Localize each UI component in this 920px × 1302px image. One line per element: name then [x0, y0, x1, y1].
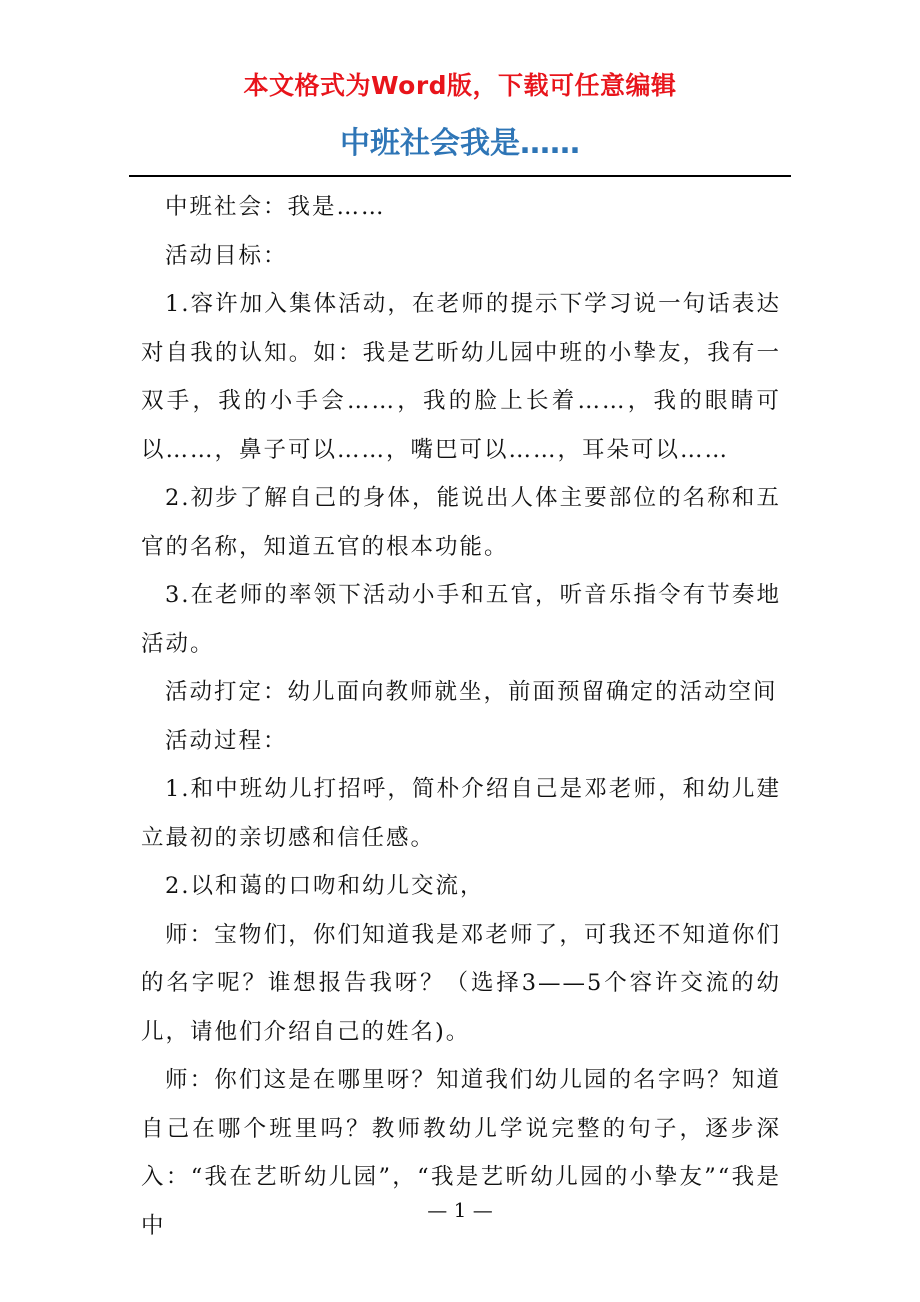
format-notice-banner: 本文格式为Word版，下载可任意编辑 — [243, 71, 677, 100]
document-body — [141, 183, 781, 1250]
paragraph: 师：你们这是在哪里呀？知道我们幼儿园的名字吗？知道自己在哪个班里吗？教师教幼儿学说完整的句子，逐步深入：“我在艺昕幼儿园”，“我是艺昕幼儿园的小挚友”“我是中 — [141, 1067, 781, 1239]
paragraph: 活动过程： — [165, 727, 288, 754]
paragraph: 2.以和蔼的口吻和幼儿交流， — [165, 873, 485, 899]
title-divider — [129, 175, 791, 177]
page-number: — 1 — — [427, 1198, 493, 1222]
paragraph: 师：宝物们，你们知道我是邓老师了，可我还不知道你们的名字呢？谁想报告我呀？（选择3——5个容许交流的幼儿，请他们介绍自己的姓名)。 — [141, 921, 781, 1045]
paragraph: 活动目标： — [165, 242, 288, 269]
document-title: 中班社会我是…… — [340, 126, 580, 161]
paragraph: 1.容许加入集体活动，在老师的提示下学习说一句话表达对自我的认知。如：我是艺昕幼儿园中班的小挚友，我有一双手，我的小手会……，我的脸上长着……，我的眼睛可以……，鼻子可以……，嘴巴可以……，耳朵可以…… — [141, 291, 781, 463]
paragraph: 3.在老师的率领下活动小手和五官，听音乐指令有节奏地活动。 — [141, 582, 781, 657]
paragraph: 活动打定：幼儿面向教师就坐，前面预留确定的活动空间 — [165, 679, 778, 705]
paragraph: 2.初步了解自己的身体，能说出人体主要部位的名称和五官的名称，知道五官的根本功能。 — [141, 485, 781, 560]
paragraph: 1.和中班幼儿打招呼，简朴介绍自己是邓老师，和幼儿建立最初的亲切感和信任感。 — [141, 776, 781, 851]
paragraph: 中班社会：我是…… — [165, 194, 386, 220]
